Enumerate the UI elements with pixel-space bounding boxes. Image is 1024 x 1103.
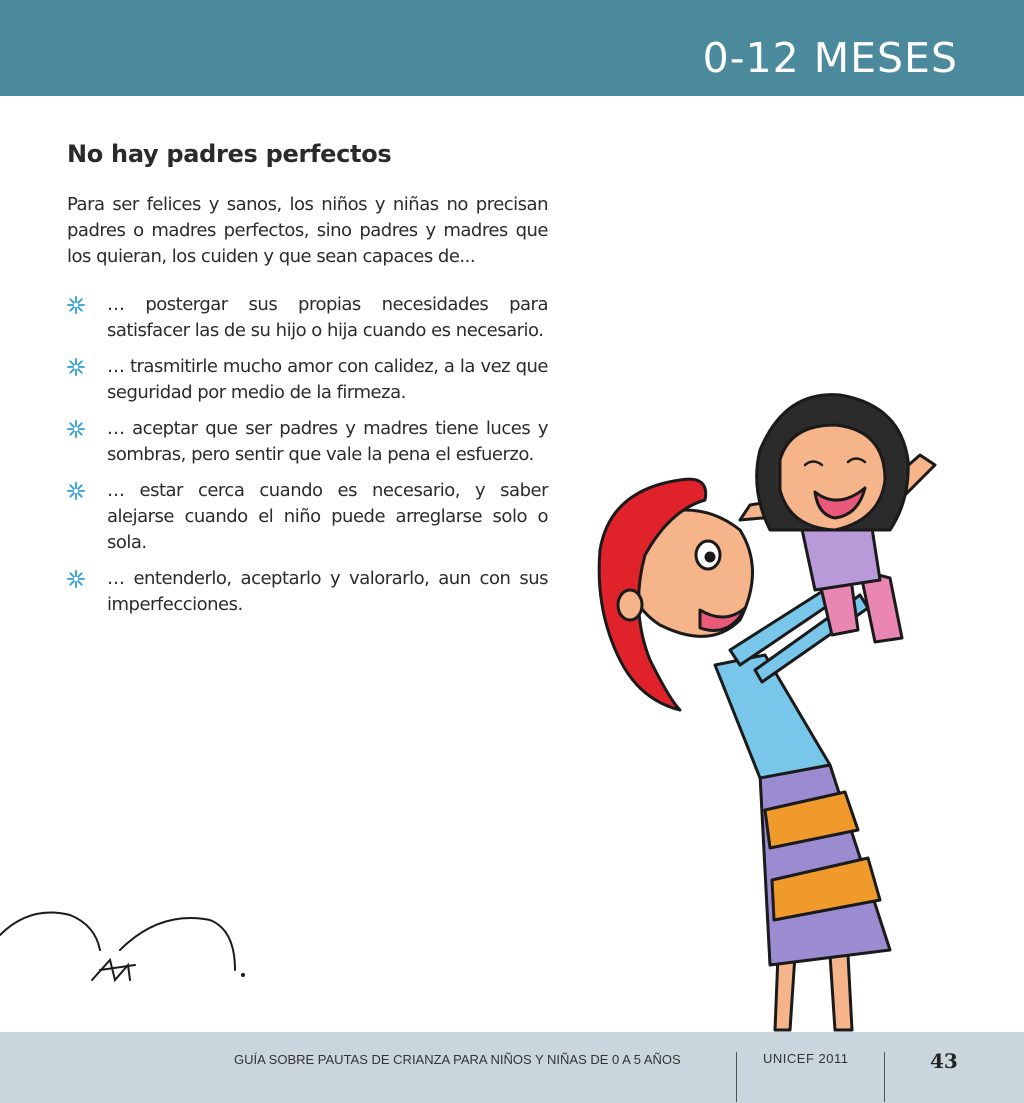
mother-lifting-baby-illustration bbox=[590, 380, 970, 1035]
asterisk-bullet-icon bbox=[67, 482, 85, 500]
signature bbox=[0, 905, 250, 990]
bullet-text: … estar cerca cuando es necesario, y saber alejarse cuando el niño puede arreglarse solo o sola. bbox=[107, 480, 548, 553]
footer-guide-title: GUÍA SOBRE PAUTAS DE CRIANZA PARA NIÑOS Y NIÑAS DE 0 A 5 AÑOS bbox=[234, 1052, 681, 1067]
page-number: 43 bbox=[930, 1049, 958, 1073]
bullet-text: … aceptar que ser padres y madres tiene luces y sombras, pero sentir que vale la pena el esfuerzo. bbox=[107, 418, 548, 465]
main-content bbox=[67, 140, 548, 628]
list-item bbox=[67, 416, 548, 468]
list-item bbox=[67, 478, 548, 556]
asterisk-bullet-icon bbox=[67, 296, 85, 314]
asterisk-bullet-icon bbox=[67, 420, 85, 438]
bullet-list bbox=[67, 292, 548, 618]
footer-divider bbox=[884, 1052, 885, 1102]
section-title: No hay padres perfectos bbox=[67, 140, 392, 168]
list-item bbox=[67, 292, 548, 344]
bullet-text: … postergar sus propias necesidades para satisfacer las de su hijo o hija cuando es necesario. bbox=[107, 294, 548, 341]
bullet-text: … entenderlo, aceptarlo y valorarlo, aun con sus imperfecciones. bbox=[107, 568, 548, 615]
chapter-title: 0-12 MESES bbox=[702, 34, 958, 82]
footer-band bbox=[0, 1032, 1024, 1103]
asterisk-bullet-icon bbox=[67, 570, 85, 588]
asterisk-bullet-icon bbox=[67, 358, 85, 376]
intro-paragraph: Para ser felices y sanos, los niños y niñas no precisan padres o madres perfectos, sino padres y madres que los quieran, los cuiden y que sean capaces de... bbox=[67, 194, 548, 267]
list-item bbox=[67, 354, 548, 406]
bullet-text: … trasmitirle mucho amor con calidez, a la vez que seguridad por medio de la firmeza. bbox=[107, 356, 548, 403]
footer-organization: UNICEF 2011 bbox=[763, 1051, 849, 1066]
list-item bbox=[67, 566, 548, 618]
footer-divider bbox=[736, 1052, 737, 1102]
